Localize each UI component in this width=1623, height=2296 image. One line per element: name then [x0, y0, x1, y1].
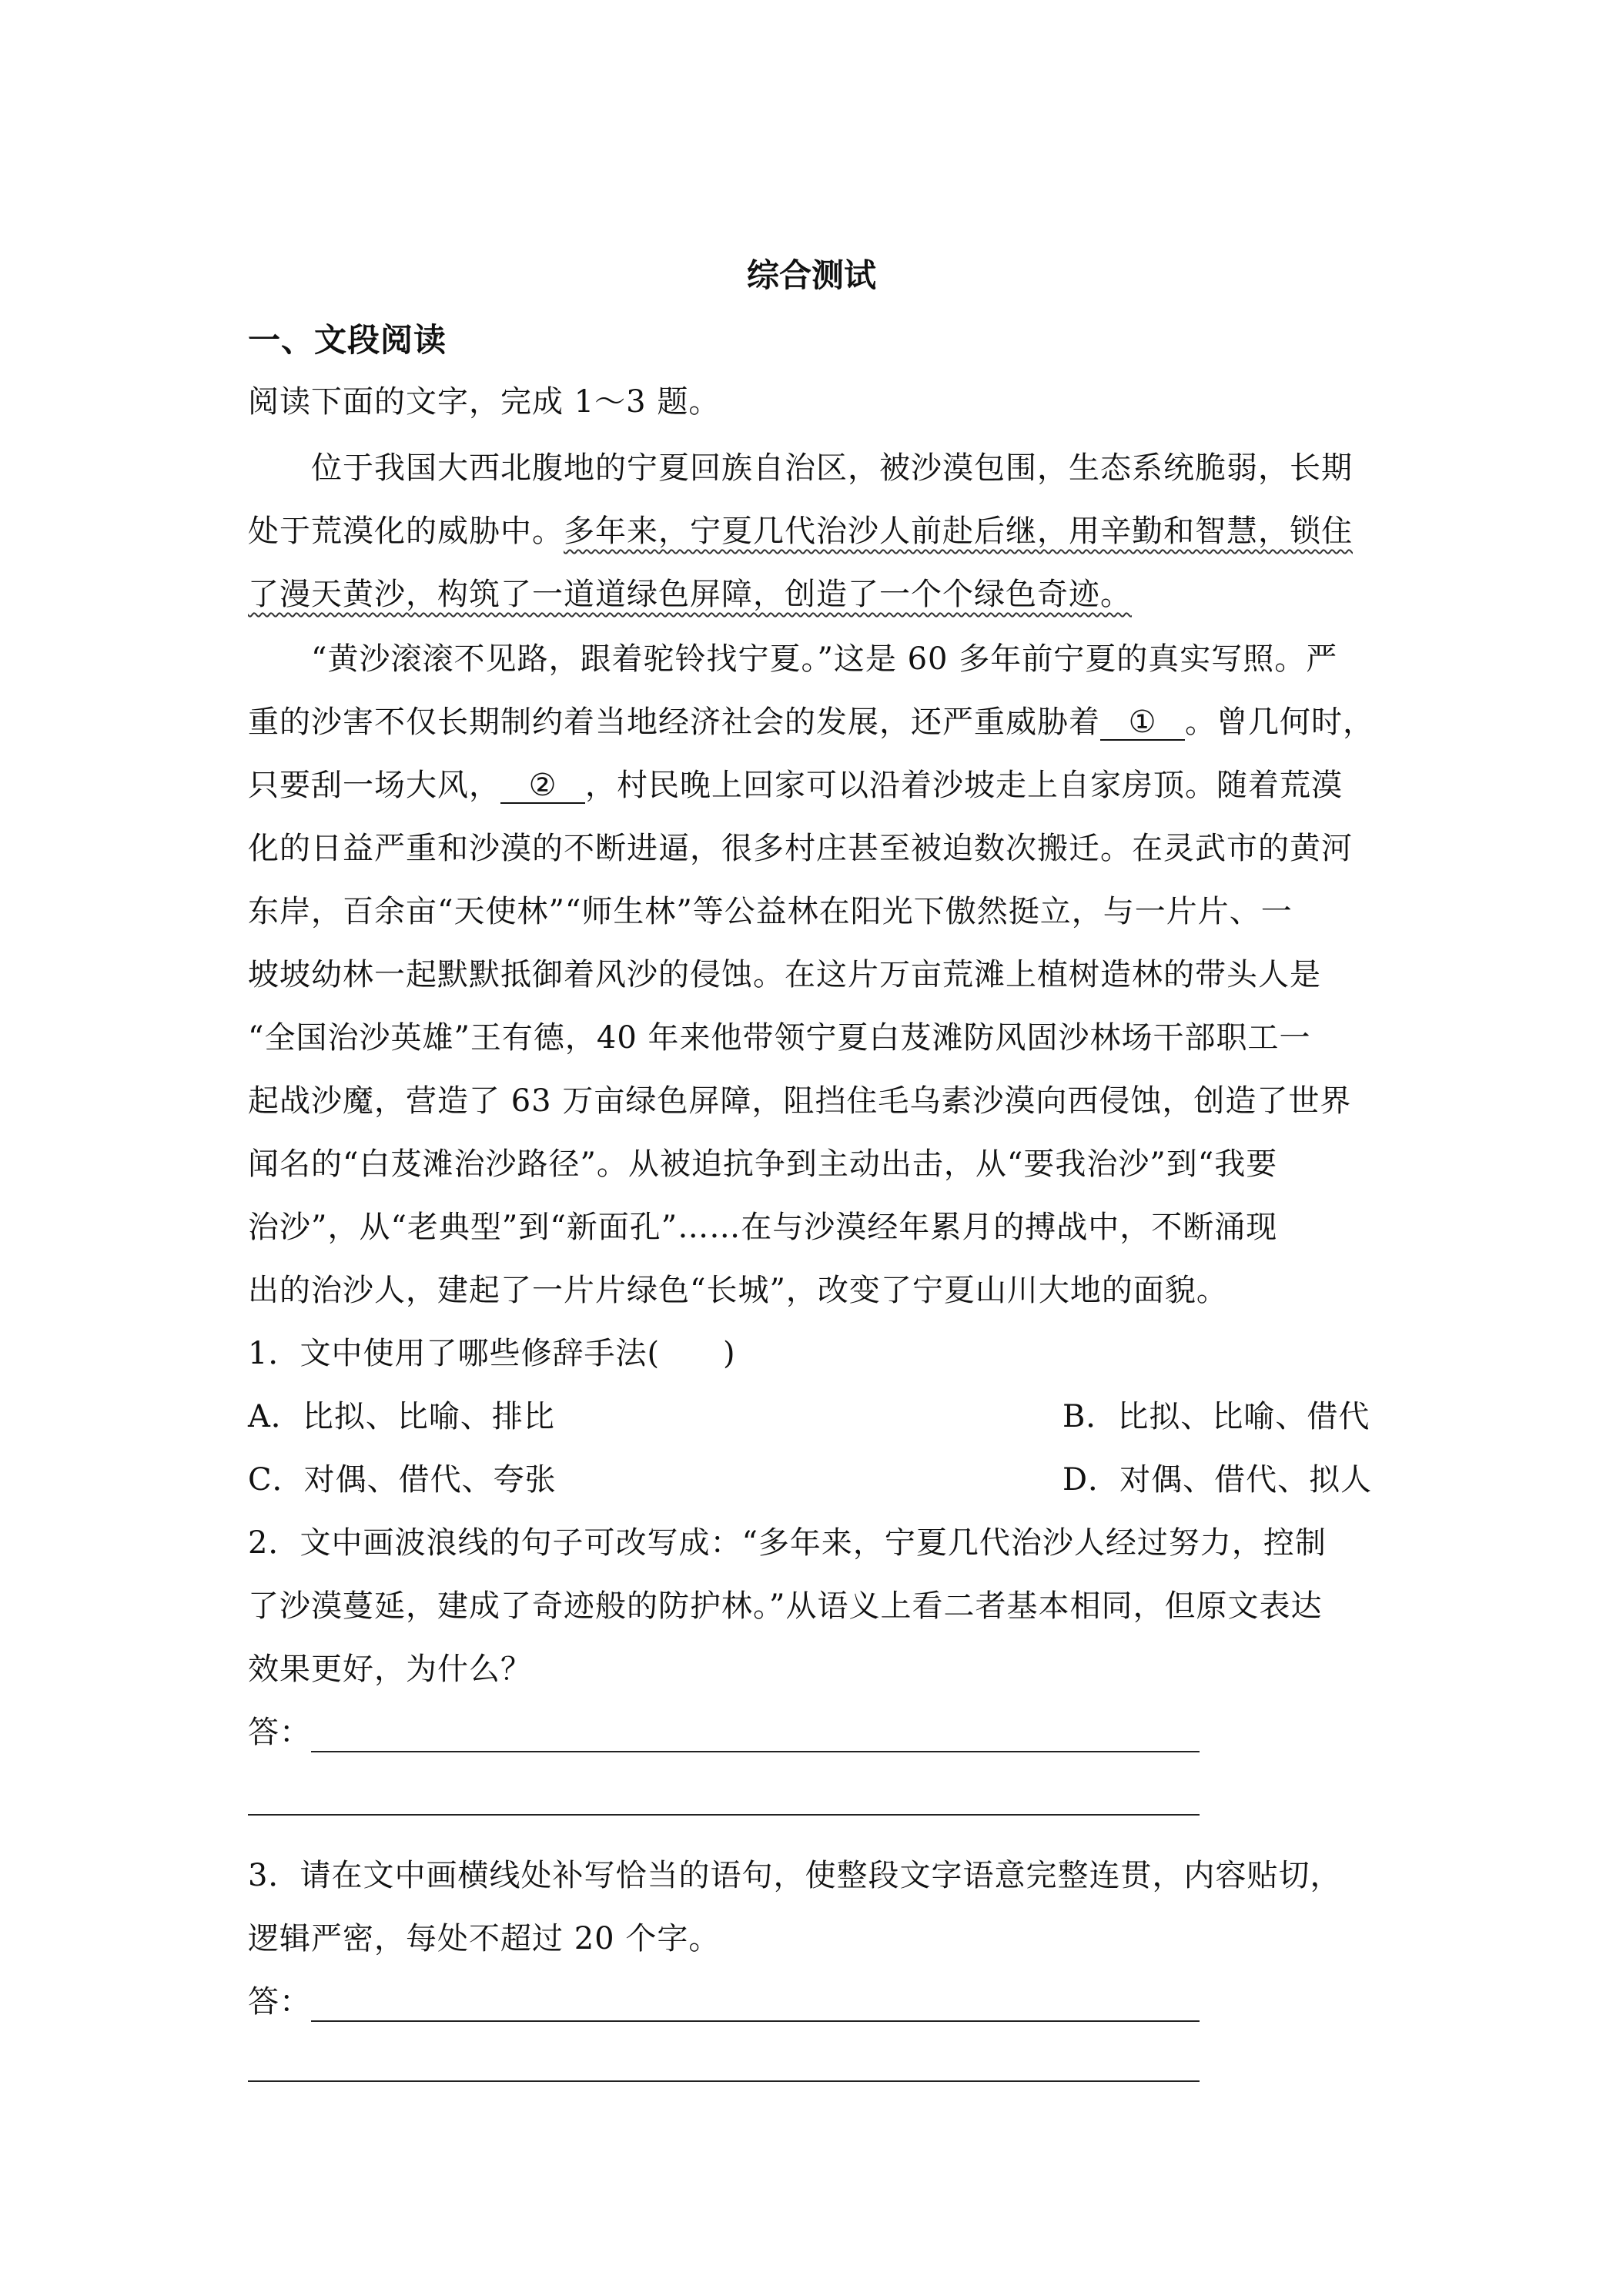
passage-text: ，村民晚上回家可以沿着沙坡走上自家房顶。随着荒漠 [585, 768, 1343, 803]
option-c[interactable]: C．对偶、借代、夸张 [248, 1462, 557, 1498]
section-heading: 一、文段阅读 [248, 321, 447, 359]
passage-p1-line2 [248, 510, 1387, 556]
question-1-options-row1 [248, 1395, 1387, 1441]
passage-text: 重的沙害不仅长期制约着当地经济社会的发展，还严重威胁着 [248, 705, 1100, 740]
wavy-underlined-sentence-end: 了漫天黄沙，构筑了一道道绿色屏障，创造了一个个绿色奇迹。 [248, 577, 1132, 612]
passage-text: 。曾几何时， [1185, 705, 1374, 740]
fill-blank-2: ② [500, 768, 585, 804]
question-3-answer-line-2[interactable] [248, 2080, 1200, 2082]
passage-text: 只要刮一场大风， [248, 768, 500, 803]
question-1-options-row2 [248, 1458, 1387, 1504]
passage-p1-line3 [248, 573, 1387, 619]
question-2-line1: 2．文中画波浪线的句子可改写成：“多年来，宁夏几代治沙人经过努力，控制 [248, 1525, 1327, 1561]
passage-p2-line5: 东岸，百余亩“天使林”“师生林”等公益林在阳光下傲然挺立，与一片片、一 [248, 894, 1293, 929]
passage-p2-line10: 治沙”，从“老典型”到“新面孔”……在与沙漠经年累月的搏战中，不断涌现 [248, 1210, 1278, 1245]
question-3-line2: 逻辑严密，每处不超过 20 个字。 [248, 1921, 721, 1956]
passage-plain-text: 处于荒漠化的威胁中。 [248, 514, 564, 549]
passage-p2-line11: 出的治沙人，建起了一片片绿色“长城”，改变了宁夏山川大地的面貌。 [248, 1273, 1228, 1308]
passage-p2-line1: “黄沙滚滚不见路，跟着驼铃找宁夏。”这是 60 多年前宁夏的真实写照。严 [311, 641, 1338, 677]
option-d[interactable]: D．对偶、借代、拟人 [1062, 1462, 1373, 1498]
passage-p2-line7: “全国治沙英雄”王有德，40 年来他带领宁夏白芨滩防风固沙林场干部职工一 [248, 1020, 1311, 1056]
passage-p2-line8: 起战沙魔，营造了 63 万亩绿色屏障，阻挡住毛乌素沙漠向西侵蚀，创造了世界 [248, 1083, 1352, 1119]
fill-blank-1: ① [1100, 705, 1185, 741]
question-2-answer-line-2[interactable] [248, 1814, 1200, 1816]
question-3-line1: 3．请在文中画横线处补写恰当的语句，使整段文字语意完整连贯，内容贴切， [248, 1858, 1342, 1893]
option-a[interactable]: A．比拟、比喻、排比 [248, 1399, 555, 1434]
page-title: 综合测试 [746, 256, 876, 294]
passage-p2-line2 [248, 701, 1387, 747]
passage-p2-line3 [248, 764, 1387, 810]
question-2-line3: 效果更好，为什么？ [248, 1652, 532, 1687]
reading-instruction: 阅读下面的文字，完成 1～3 题。 [248, 384, 721, 420]
passage-p2-line4: 化的日益严重和沙漠的不断进逼，很多村庄甚至被迫数次搬迁。在灵武市的黄河 [248, 831, 1353, 866]
question-2-answer-label: 答： [248, 1715, 311, 1750]
question-3-answer-line-1[interactable] [311, 2020, 1200, 2022]
wavy-underlined-sentence: 多年来，宁夏几代治沙人前赴后继，用辛勤和智慧，锁住 [564, 514, 1353, 549]
passage-p1-line1: 位于我国大西北腹地的宁夏回族自治区，被沙漠包围，生态系统脆弱，长期 [311, 450, 1353, 486]
question-2-line2: 了沙漠蔓延，建成了奇迹般的防护林。”从语义上看二者基本相同，但原文表达 [248, 1588, 1323, 1624]
passage-p2-line9: 闻名的“白芨滩治沙路径”。从被迫抗争到主动出击，从“要我治沙”到“我要 [248, 1146, 1278, 1182]
question-3-answer-label: 答： [248, 1984, 311, 2020]
passage-p2-line6: 坡坡幼林一起默默抵御着风沙的侵蚀。在这片万亩荒滩上植树造林的带头人是 [248, 957, 1321, 992]
question-1-stem: 1．文中使用了哪些修辞手法( ) [248, 1336, 736, 1371]
question-2-answer-line-1[interactable] [311, 1751, 1200, 1752]
option-b[interactable]: B．比拟、比喻、借代 [1062, 1399, 1370, 1434]
